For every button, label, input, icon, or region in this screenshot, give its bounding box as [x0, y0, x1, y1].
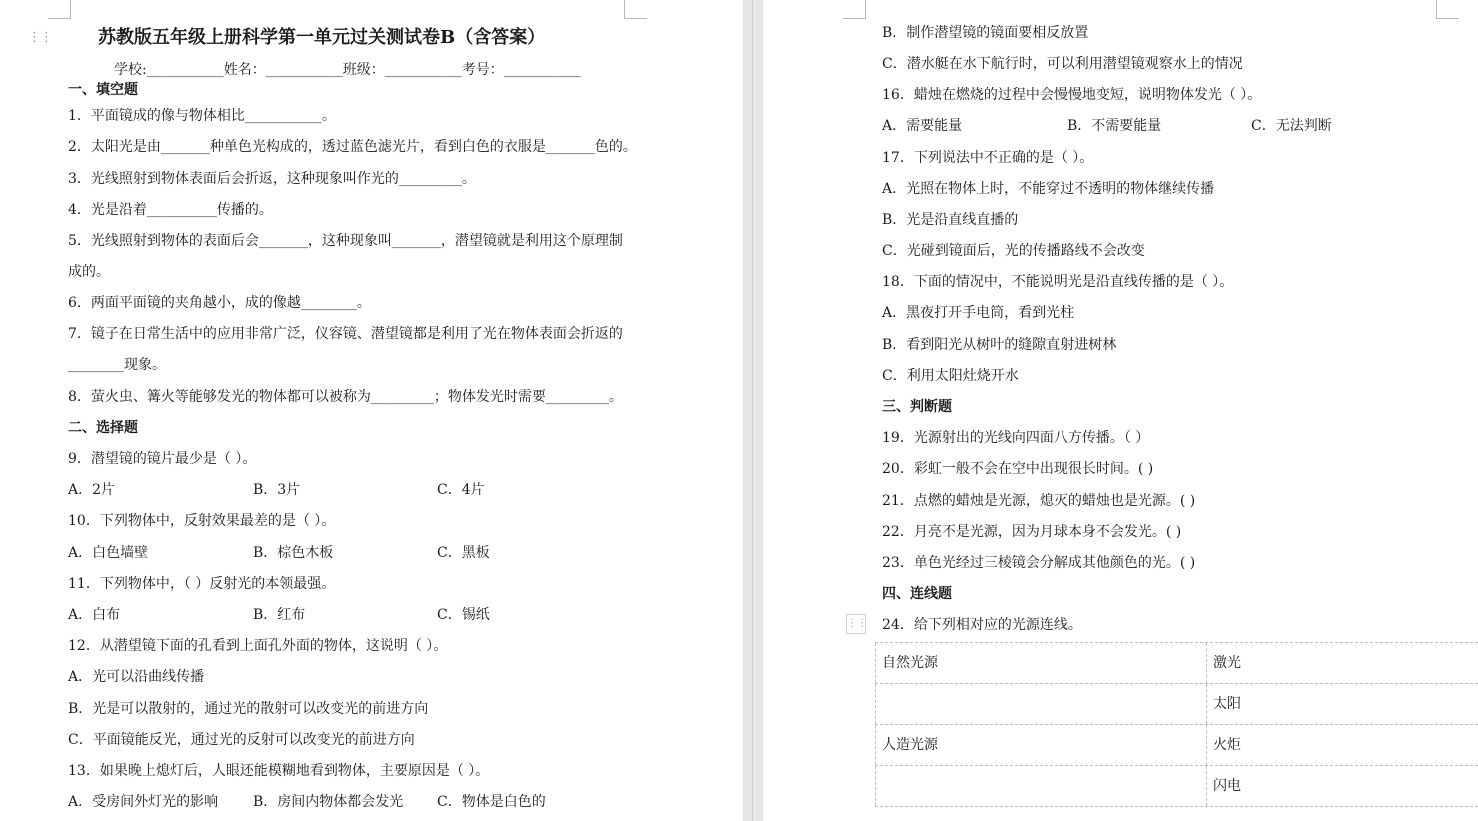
- question-22: 22．月亮不是光源，因为月球本身不会发光。( ): [882, 524, 1182, 540]
- option-b: B．棕色木板: [253, 545, 334, 561]
- question-13-options: [68, 792, 668, 812]
- question-4: 4．光是沿着__________传播的。: [68, 202, 273, 218]
- table-row: [875, 684, 1478, 725]
- drag-handle-icon[interactable]: ⋮⋮: [28, 30, 52, 45]
- matching-table[interactable]: [875, 642, 1478, 807]
- question-11-options: [68, 605, 668, 625]
- question-24: 24．给下列相对应的光源连线。: [882, 617, 1082, 633]
- question-3: 3．光线照射到物体表面后会折返，这种现象叫作光的_________。: [68, 171, 476, 187]
- table-row: [875, 643, 1478, 684]
- table-cell[interactable]: 火炬: [1213, 737, 1241, 753]
- question-16-options: [882, 116, 1442, 136]
- question-18: 18．下面的情况中，不能说明光是沿直线传播的是（ ）。: [882, 274, 1234, 290]
- question-12-option-a: A．光可以沿曲线传播: [68, 669, 205, 685]
- option-b: B．不需要能量: [1067, 118, 1162, 134]
- question-10-options: [68, 543, 668, 563]
- table-row: [875, 725, 1478, 766]
- question-15-option-c: C．潜水艇在水下航行时，可以利用潜望镜观察水上的情况: [882, 56, 1243, 72]
- table-cell[interactable]: 人造光源: [875, 725, 1207, 765]
- question-7-continued: ________现象。: [68, 357, 166, 373]
- option-c: C．锡纸: [437, 607, 490, 623]
- question-12-option-b: B．光是可以散射的，通过光的散射可以改变光的前进方向: [68, 701, 429, 717]
- question-23: 23．单色光经过三棱镜会分解成其他颜色的光。( ): [882, 555, 1196, 571]
- question-5-continued: 成的。: [68, 264, 110, 280]
- option-c: C．无法判断: [1251, 118, 1332, 134]
- option-a: A．白布: [68, 607, 121, 623]
- question-18-option-a: A．黑夜打开手电筒，看到光柱: [882, 305, 1075, 321]
- page-corner-mark: [1436, 0, 1459, 19]
- student-info-line: 学校:___________姓名：___________班级：___________考号：___________: [114, 62, 581, 78]
- page-gutter: [743, 0, 763, 821]
- question-10: 10．下列物体中，反射效果最差的是（ ）。: [68, 513, 336, 529]
- page-corner-mark: [624, 0, 647, 19]
- question-19: 19．光源射出的光线向四面八方传播。（ ）: [882, 430, 1150, 446]
- question-2: 2．太阳光是由_______种单色光构成的，透过蓝色滤光片，看到白色的衣服是_______色的。: [68, 139, 637, 155]
- option-c: C．4片: [437, 482, 485, 498]
- table-cell[interactable]: 激光: [1213, 655, 1241, 671]
- question-18-option-c: C．利用太阳灶烧开水: [882, 368, 1019, 384]
- section-heading: 四、连线题: [882, 586, 952, 602]
- document-page-right[interactable]: [763, 0, 1478, 821]
- question-17: 17．下列说法中不正确的是（ ）。: [882, 150, 1094, 166]
- option-c: C．黑板: [437, 545, 490, 561]
- question-8: 8．萤火虫、篝火等能够发光的物体都可以被称为_________；物体发光时需要_________。: [68, 389, 623, 405]
- question-5: 5．光线照射到物体的表面后会_______，这种现象叫_______，潜望镜就是利用这个原理制: [68, 233, 623, 249]
- question-12-option-c: C．平面镜能反光，通过光的反射可以改变光的前进方向: [68, 732, 415, 748]
- question-11: 11．下列物体中，（ ）反射光的本领最强。: [68, 576, 336, 592]
- table-cell[interactable]: 闪电: [1213, 778, 1241, 794]
- question-1: 1．平面镜成的像与物体相比___________。: [68, 108, 336, 124]
- table-row: [875, 766, 1478, 807]
- question-15-option-b: B．制作潜望镜的镜面要相反放置: [882, 25, 1089, 41]
- question-17-option-c: C．光碰到镜面后，光的传播路线不会改变: [882, 243, 1145, 259]
- question-6: 6．两面平面镜的夹角越小，成的像越________。: [68, 295, 371, 311]
- option-a: A．白色墙壁: [68, 545, 149, 561]
- option-a: A．需要能量: [882, 118, 963, 134]
- table-cell[interactable]: [875, 766, 1207, 806]
- section-heading: 三、判断题: [882, 399, 952, 415]
- table-move-handle-icon[interactable]: ⋮⋮: [846, 614, 866, 634]
- question-21: 21．点燃的蜡烛是光源，熄灭的蜡烛也是光源。( ): [882, 493, 1196, 509]
- option-b: B．房间内物体都会发光: [253, 794, 404, 810]
- question-16: 16．蜡烛在燃烧的过程中会慢慢地变短，说明物体发光（ ）。: [882, 87, 1262, 103]
- question-12: 12．从潜望镜下面的孔看到上面孔外面的物体，这说明（ ）。: [68, 638, 448, 654]
- page-divider: [752, 0, 753, 821]
- section-heading: 一、填空题: [68, 82, 138, 98]
- option-a: A．受房间外灯光的影响: [68, 794, 219, 810]
- option-b: B．3片: [253, 482, 301, 498]
- question-13: 13．如果晚上熄灯后，人眼还能模糊地看到物体，主要原因是（ ）。: [68, 763, 490, 779]
- question-9-options: [68, 480, 668, 500]
- section-heading: 二、选择题: [68, 420, 138, 436]
- page-corner-mark: [843, 0, 866, 19]
- question-9: 9．潜望镜的镜片最少是（ ）。: [68, 451, 257, 467]
- table-cell[interactable]: [875, 684, 1207, 724]
- question-20: 20．彩虹一般不会在空中出现很长时间。( ): [882, 461, 1154, 477]
- table-cell[interactable]: 太阳: [1213, 696, 1241, 712]
- option-b: B．红布: [253, 607, 306, 623]
- document-title: 苏教版五年级上册科学第一单元过关测试卷B（含答案）: [98, 27, 546, 48]
- question-18-option-b: B．看到阳光从树叶的缝隙直射进树林: [882, 337, 1117, 353]
- page-corner-mark: [48, 0, 71, 19]
- question-7: 7．镜子在日常生活中的应用非常广泛，仪容镜、潜望镜都是利用了光在物体表面会折返的: [68, 326, 623, 342]
- question-17-option-b: B．光是沿直线直播的: [882, 212, 1019, 228]
- option-c: C．物体是白色的: [437, 794, 546, 810]
- option-a: A．2片: [68, 482, 116, 498]
- question-17-option-a: A．光照在物体上时，不能穿过不透明的物体继续传播: [882, 181, 1215, 197]
- table-cell[interactable]: 自然光源: [875, 643, 1207, 683]
